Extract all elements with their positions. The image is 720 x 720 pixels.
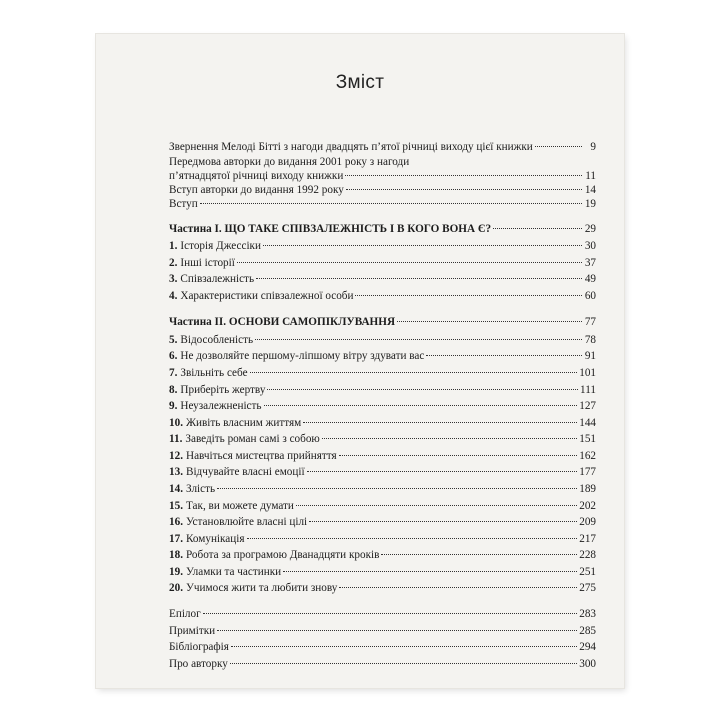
chapter-title: Уламки та частинки <box>185 565 282 578</box>
chapter-number: 2. <box>169 256 178 269</box>
dot-leader <box>230 663 577 664</box>
entry-page: 251 <box>579 565 596 578</box>
toc-chapter <box>169 549 596 562</box>
entry-label: Бібліографія <box>169 641 229 654</box>
entry-page: 78 <box>584 333 596 346</box>
entry-page: 111 <box>580 383 596 396</box>
toc-chapter <box>169 367 596 380</box>
dot-leader <box>283 571 577 572</box>
chapter-title: Злість <box>185 482 216 495</box>
dot-leader <box>307 471 578 472</box>
chapter-title: Співзалежність <box>180 273 255 286</box>
dot-leader <box>339 587 577 588</box>
chapter-number: 5. <box>169 333 178 346</box>
entry-page: 283 <box>579 608 596 621</box>
toc-chapter <box>169 417 596 430</box>
chapter-number: 14. <box>169 482 183 495</box>
entry-page: 162 <box>579 449 596 462</box>
toc-chapter <box>169 290 596 303</box>
chapter-title: Робота за програмою Дванадцяти кроків <box>185 549 380 562</box>
dot-leader <box>250 372 578 373</box>
dot-leader <box>200 203 582 204</box>
chapter-title: Так, ви можете думати <box>185 499 294 512</box>
entry-page: 127 <box>579 400 596 413</box>
chapter-title: Звільніть себе <box>180 367 248 380</box>
entry-page: 209 <box>579 516 596 529</box>
chapter-number: 3. <box>169 273 178 286</box>
entry-page: 228 <box>579 549 596 562</box>
entry-label: п’ятнадцятої річниці виходу книжки <box>169 170 344 183</box>
toc-entry <box>169 608 596 621</box>
dot-leader <box>397 321 582 322</box>
book-page <box>96 34 624 688</box>
toc-entry <box>169 625 596 638</box>
chapter-title: Інші історії <box>180 256 235 269</box>
dot-leader <box>535 146 582 147</box>
toc-chapter <box>169 483 596 496</box>
toc-chapter <box>169 257 596 270</box>
entry-page: 30 <box>584 240 596 253</box>
dot-leader <box>296 505 577 506</box>
dot-leader <box>255 339 582 340</box>
toc-entry <box>169 658 596 671</box>
toc-entry <box>169 141 596 154</box>
dot-leader <box>267 389 578 390</box>
part-label: Частина I. ЩО ТАКЕ СПІВЗАЛЕЖНІСТЬ І В КОГО ВОНА Є? <box>169 222 492 235</box>
toc-chapter <box>169 240 596 253</box>
dot-leader <box>339 455 578 456</box>
chapter-number: 6. <box>169 350 178 363</box>
entry-page: 77 <box>584 315 596 328</box>
entry-page: 19 <box>584 197 596 210</box>
chapter-title: Учимося жити та любити знову <box>185 582 338 595</box>
dot-leader <box>231 646 577 647</box>
chapter-title: Відособленість <box>180 333 254 346</box>
entry-label: Вступ <box>169 197 198 210</box>
chapter-number: 19. <box>169 565 183 578</box>
chapter-title: Установлюйте власні цілі <box>185 516 308 529</box>
entry-page: 300 <box>579 657 596 670</box>
dot-leader <box>217 488 577 489</box>
entry-page: 202 <box>579 499 596 512</box>
entry-page: 60 <box>584 289 596 302</box>
dot-leader <box>247 538 578 539</box>
dot-leader <box>217 630 577 631</box>
toc-entry <box>169 198 596 211</box>
entry-label: Звернення Мелоді Бітті з нагоди двадцять п’ятої річниці виходу цієї книжки <box>169 140 533 153</box>
chapter-number: 4. <box>169 289 178 302</box>
entry-page: 275 <box>579 582 596 595</box>
entry-page: 37 <box>584 256 596 269</box>
chapter-number: 10. <box>169 416 183 429</box>
toc-chapter <box>169 533 596 546</box>
chapter-title: Неузалежненість <box>180 400 262 413</box>
toc-chapter <box>169 433 596 446</box>
entry-page: 101 <box>579 367 596 380</box>
chapter-number: 16. <box>169 516 183 529</box>
toc-entry <box>169 184 596 197</box>
entry-page: 14 <box>584 183 596 196</box>
entry-page: 9 <box>590 140 596 153</box>
toc-entry <box>169 170 596 183</box>
chapter-title: Приберіть жертву <box>180 383 266 396</box>
chapter-title: Відчувайте власні емоції <box>185 466 305 479</box>
entry-page: 151 <box>579 433 596 446</box>
chapter-number: 9. <box>169 400 178 413</box>
dot-leader <box>263 245 582 246</box>
page-title: Зміст <box>335 71 385 93</box>
dot-leader <box>303 422 577 423</box>
dot-leader <box>381 554 577 555</box>
chapter-number: 12. <box>169 449 183 462</box>
chapter-number: 15. <box>169 499 183 512</box>
entry-page: 29 <box>584 222 596 235</box>
entry-page: 285 <box>579 624 596 637</box>
entry-page: 294 <box>579 641 596 654</box>
dot-leader <box>493 228 582 229</box>
toc-chapter <box>169 582 596 595</box>
dot-leader <box>322 438 577 439</box>
entry-label: Епілог <box>169 608 201 621</box>
chapter-number: 17. <box>169 532 183 545</box>
toc-chapter <box>169 273 596 286</box>
dot-leader <box>237 262 582 263</box>
toc-part <box>169 316 596 329</box>
entry-page: 11 <box>585 170 596 183</box>
toc-chapter <box>169 334 596 347</box>
toc-chapter <box>169 350 596 363</box>
dot-leader <box>309 521 577 522</box>
dot-leader <box>256 278 582 279</box>
entry-page: 189 <box>579 482 596 495</box>
chapter-title: Заведіть роман самі з собою <box>185 433 320 446</box>
entry-page: 144 <box>579 416 596 429</box>
entry-label: Примітки <box>169 624 216 637</box>
dot-leader <box>264 405 578 406</box>
dot-leader <box>345 175 582 176</box>
chapter-title: Історія Джессіки <box>180 240 261 253</box>
chapter-number: 7. <box>169 367 178 380</box>
toc-chapter <box>169 566 596 579</box>
dot-leader <box>203 613 578 614</box>
chapter-title: Живіть власним життям <box>185 416 302 429</box>
entry-page: 91 <box>584 350 596 363</box>
toc-entry-line: Передмова авторки до видання 2001 року з нагоди <box>169 156 410 169</box>
chapter-number: 11. <box>169 433 183 446</box>
chapter-title: Навчіться мистецтва прийняття <box>185 449 337 462</box>
entry-page: 217 <box>579 532 596 545</box>
toc-chapter <box>169 450 596 463</box>
dot-leader <box>355 295 582 296</box>
toc-part <box>169 223 596 236</box>
entry-label: Про авторку <box>169 657 228 670</box>
chapter-number: 8. <box>169 383 178 396</box>
dot-leader <box>426 355 582 356</box>
chapter-number: 1. <box>169 240 178 253</box>
chapter-title: Не дозволяйте першому-ліпшому вітру здувати вас <box>180 350 425 363</box>
toc-chapter <box>169 500 596 513</box>
entry-page: 49 <box>584 273 596 286</box>
chapter-title: Характеристики співзалежної особи <box>180 289 354 302</box>
toc-entry <box>169 641 596 654</box>
chapter-number: 13. <box>169 466 183 479</box>
part-label: Частина II. ОСНОВИ САМОПІКЛУВАННЯ <box>169 315 396 328</box>
chapter-title: Комунікація <box>185 532 245 545</box>
chapter-number: 18. <box>169 549 183 562</box>
entry-label: Вступ авторки до видання 1992 року <box>169 183 344 196</box>
dot-leader <box>346 189 582 190</box>
entry-page: 177 <box>579 466 596 479</box>
toc-chapter <box>169 516 596 529</box>
chapter-number: 20. <box>169 582 183 595</box>
toc-chapter <box>169 384 596 397</box>
toc-chapter <box>169 466 596 479</box>
toc-chapter <box>169 400 596 413</box>
